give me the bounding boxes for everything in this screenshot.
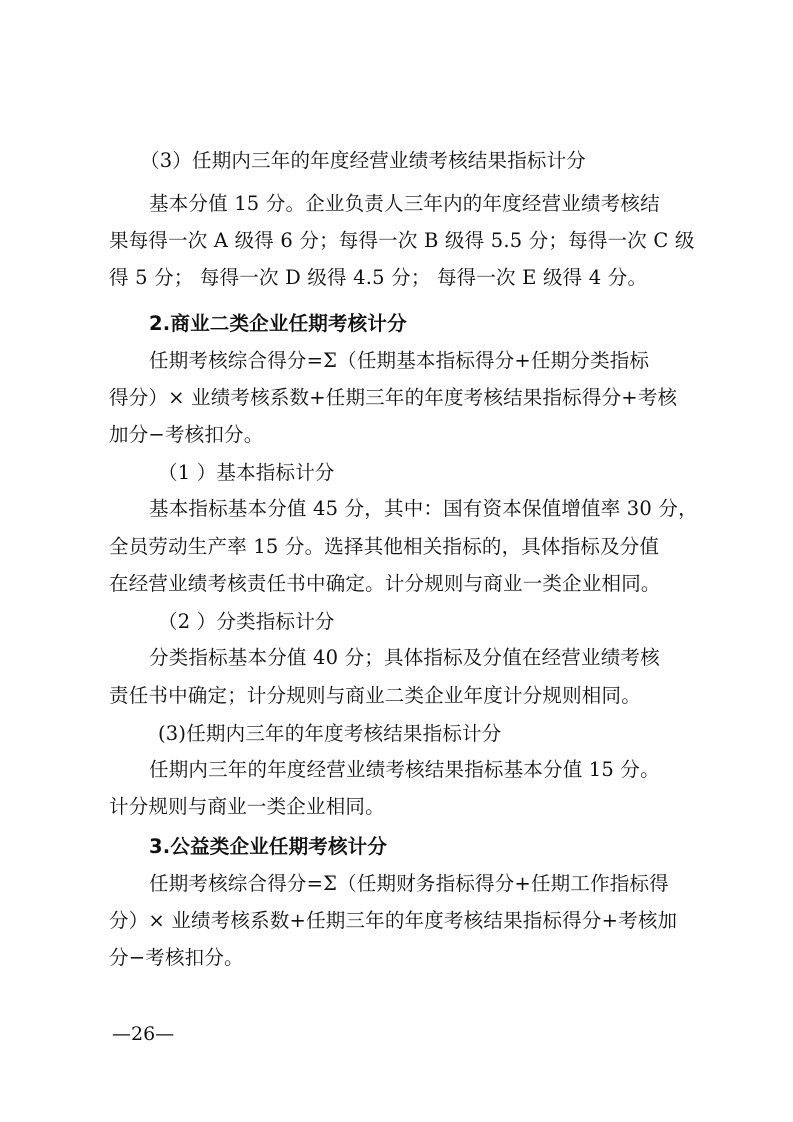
paragraph-line: 在经营业绩考核责任书中确定。计分规则与商业一类企业相同。 [109, 572, 661, 595]
paragraph-line: 基本分值 15 分。企业负责人三年内的年度经营业绩考核结 [149, 192, 660, 215]
paragraph-line: 得 5 分； 每得一次 D 级得 4.5 分； 每得一次 E 级得 4 分。 [109, 266, 648, 289]
page-number: —26— [112, 1023, 175, 1045]
paragraph-line: 全员劳动生产率 15 分。选择其他相关指标的，具体指标及分值 [109, 535, 660, 558]
section-heading-3: 3.公益类企业任期考核计分 [149, 835, 388, 858]
paragraph-line: 得分）× 业绩考核系数+任期三年的年度考核结果指标得分+考核 [109, 386, 678, 409]
paragraph-line: 任期考核综合得分=Σ（任期基本指标得分+任期分类指标 [149, 349, 650, 372]
paragraph-line: 加分−考核扣分。 [109, 423, 264, 446]
section-heading-2: 2.商业二类企业任期考核计分 [149, 312, 407, 335]
subsection-heading-2: （2 ）分类指标计分 [158, 610, 335, 633]
paragraph-line: 责任书中确定；计分规则与商业二类企业年度计分规则相同。 [109, 684, 641, 707]
paragraph-line: 任期内三年的年度经营业绩考核结果指标基本分值 15 分。 [149, 758, 660, 781]
subsection-heading-1: （1 ）基本指标计分 [158, 461, 335, 484]
paragraph-line: 果每得一次 A 级得 6 分；每得一次 B 级得 5.5 分；每得一次 C 级 [109, 229, 695, 252]
paragraph-line: 分−考核扣分。 [109, 946, 244, 969]
paragraph-line: 任期考核综合得分=Σ（任期财务指标得分+任期工作指标得 [149, 872, 669, 895]
paragraph-line: 分类指标基本分值 40 分；具体指标及分值在经营业绩考核 [149, 646, 660, 669]
subsection-heading-3b: (3)任期内三年的年度考核结果指标计分 [158, 722, 502, 745]
paragraph-line: 分）× 业绩考核系数+任期三年的年度考核结果指标得分+考核加 [109, 909, 678, 932]
paragraph-line: 计分规则与商业一类企业相同。 [109, 795, 385, 818]
subsection-heading-3: （3）任期内三年的年度经营业绩考核结果指标计分 [140, 149, 587, 172]
paragraph-line: 基本指标基本分值 45 分，其中：国有资本保值增值率 30 分， [149, 497, 698, 520]
